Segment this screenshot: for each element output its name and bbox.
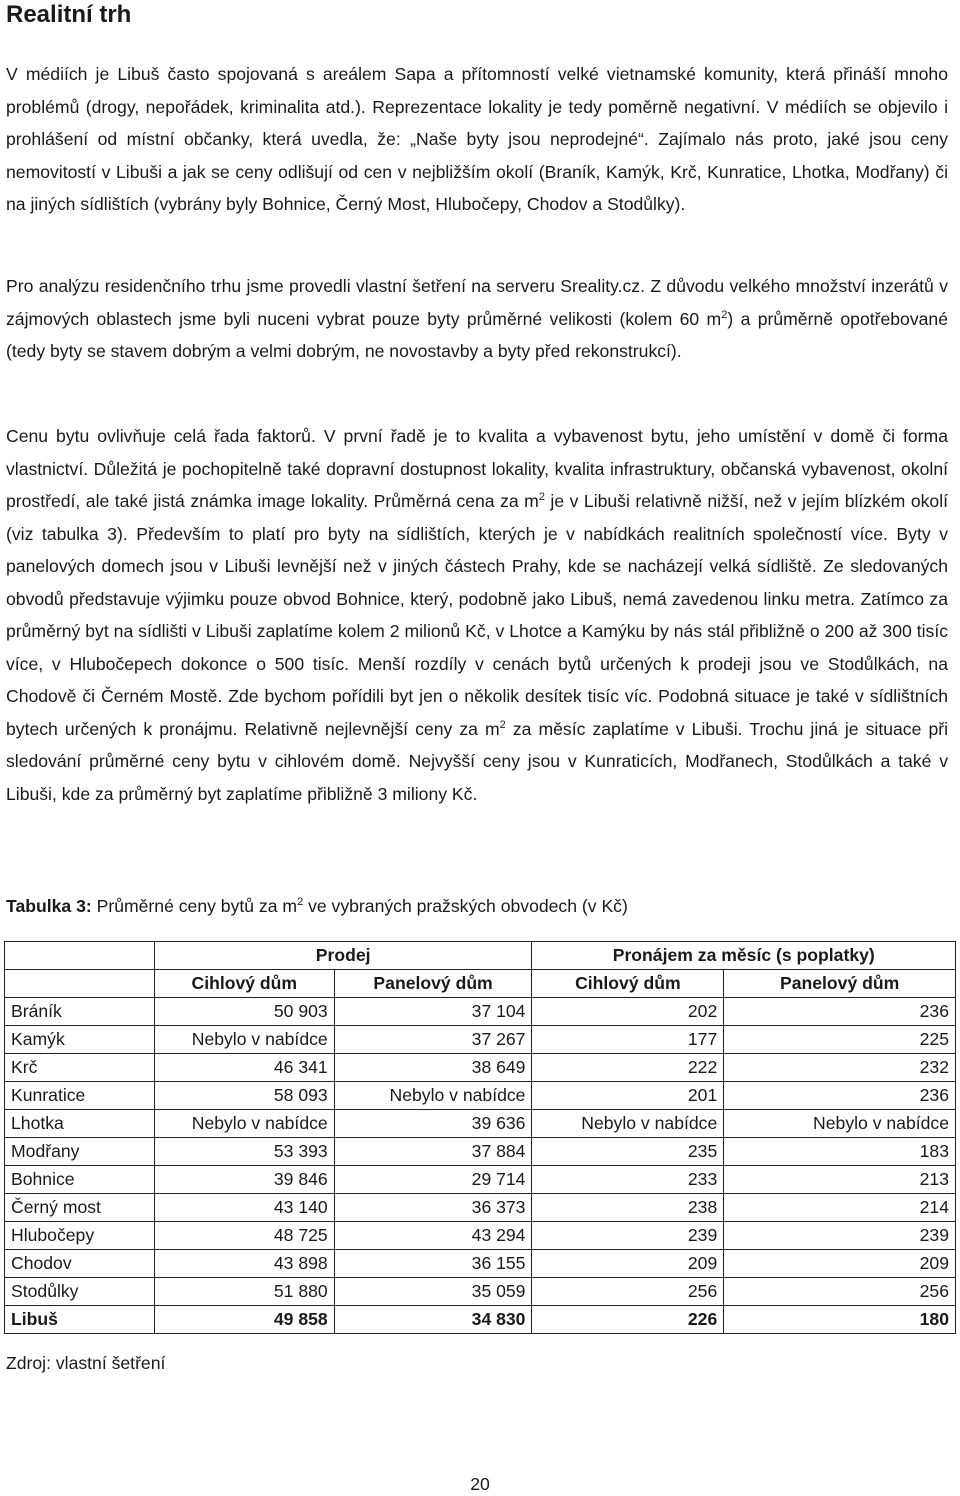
table-row	[5, 1222, 956, 1250]
table-cell: 236	[724, 1082, 956, 1110]
table-cell: 236	[724, 998, 956, 1026]
table-row-label: Stodůlky	[5, 1278, 155, 1306]
table-row-label: Lhotka	[5, 1110, 155, 1138]
table-row-label: Chodov	[5, 1250, 155, 1278]
paragraph-analysis-method	[6, 270, 948, 368]
superscript: 2	[721, 308, 728, 321]
table-cell: 180	[724, 1306, 956, 1334]
table-column-header: Panelový dům	[334, 970, 532, 998]
table-corner-cell	[5, 970, 155, 998]
table-cell: 29 714	[334, 1166, 532, 1194]
section-heading: Realitní trh	[6, 1, 132, 28]
table-cell: 225	[724, 1026, 956, 1054]
table-caption-label: Tabulka 3:	[6, 896, 92, 916]
table-cell: 183	[724, 1138, 956, 1166]
table-row-label: Kamýk	[5, 1026, 155, 1054]
table-row-label: Kunratice	[5, 1082, 155, 1110]
table-cell: 46 341	[154, 1054, 334, 1082]
table-row-label: Hlubočepy	[5, 1222, 155, 1250]
table-row-label: Bohnice	[5, 1166, 155, 1194]
paragraph-media-image: V médiích je Libuš často spojovaná s areálem Sapa a přítomností velké vietnamské komunity, která přináší mnoho problémů (drogy, nepořádek, kriminalita atd.). Reprezentace lokality je tedy poměrně negativní. V médiích se objevilo i prohlášení od místní občanky, která uvedla, že: „Naše byty jsou neprodejné“. Zajímalo nás proto, jaké jsou ceny nemovitostí v Libuši a jak se ceny odlišují od cen v nejbližším okolí (Braník, Kamýk, Krč, Kunratice, Lhotka, Modřany) či na jiných sídlištích (vybrány byly Bohnice, Černý Most, Hlubočepy, Chodov a Stodůlky).	[6, 64, 948, 214]
table-corner-cell	[5, 942, 155, 970]
table-column-header: Cihlový dům	[532, 970, 724, 998]
paragraph-text: ) a průměrně opotřebované (tedy byty se stavem dobrým a velmi dobrým, ne novostavby a byty před rekonstrukcí).	[6, 308, 948, 361]
table-row	[5, 1194, 956, 1222]
table-cell: 214	[724, 1194, 956, 1222]
table-group-header-row	[5, 942, 956, 970]
superscript: 2	[538, 491, 545, 504]
table-row	[5, 1166, 956, 1194]
table-cell: 256	[724, 1278, 956, 1306]
paragraph-price-factors	[6, 420, 948, 810]
table-row	[5, 1250, 956, 1278]
table-cell: Nebylo v nabídce	[154, 1026, 334, 1054]
table-row	[5, 998, 956, 1026]
table-cell: 36 155	[334, 1250, 532, 1278]
table-cell: 53 393	[154, 1138, 334, 1166]
table-cell: 232	[724, 1054, 956, 1082]
table-cell: 37 884	[334, 1138, 532, 1166]
table-caption-text: Průměrné ceny bytů za m	[91, 896, 298, 916]
table-cell: 43 294	[334, 1222, 532, 1250]
table-row	[5, 1026, 956, 1054]
table-cell: 43 898	[154, 1250, 334, 1278]
table-cell: 51 880	[154, 1278, 334, 1306]
table-cell: 36 373	[334, 1194, 532, 1222]
table-cell: 256	[532, 1278, 724, 1306]
table-row-label: Krč	[5, 1054, 155, 1082]
superscript: 2	[297, 896, 304, 909]
table-cell: Nebylo v nabídce	[724, 1110, 956, 1138]
table-cell: 39 846	[154, 1166, 334, 1194]
table-row	[5, 1110, 956, 1138]
table-cell: 34 830	[334, 1306, 532, 1334]
table-cell: Nebylo v nabídce	[334, 1082, 532, 1110]
table-source-note: Zdroj: vlastní šetření	[6, 1353, 166, 1373]
page-number: 20	[470, 1474, 490, 1494]
table-cell: 239	[724, 1222, 956, 1250]
table-cell: 209	[724, 1250, 956, 1278]
table-cell: 37 104	[334, 998, 532, 1026]
table-cell: 202	[532, 998, 724, 1026]
table-group-header: Pronájem za měsíc (s poplatky)	[532, 942, 956, 970]
paragraph-text: Cenu bytu ovlivňuje celá řada faktorů. V první řadě je to kvalita a vybavenost bytu, jeho umístění v domě či forma vlastnictví. Důležitá je pochopitelně také dopravní dostupnost lokality, kvalita infrastruktury, občanská vybavenost, okolní prostředí, ale také jistá známka image lokality. Průměrná cena za m	[6, 426, 948, 511]
table-cell: 209	[532, 1250, 724, 1278]
paragraph-text: je v Libuši relativně nižší, než v jejím blízkém okolí (viz tabulka 3). Především to platí pro byty na sídlištích, kterých je v nabídkách realitních společností více. Byty v panelových domech jsou v Libuši levnější než v jiných částech Prahy, kde se nacházejí velká sídliště. Ze sledovaných obvodů představuje výjimku pouze obvod Bohnice, který, podobně jako Libuš, nemá zavedenou linku metra. Zatímco za průměrný byt na sídlišti v Libuši zaplatíme kolem 2 milionů Kč, v Lhotce a Kamýku by nás stál přibližně o 200 až 300 tisíc více, v Hlubočepech dokonce o 500 tisíc. Menší rozdíly v cenách bytů určených k prodeji jsou ve Stodůlkách, na Chodově či Černém Mostě. Zde bychom pořídili byt jen o několik desítek tisíc víc. Podobná situace je také v sídlištních bytech určených k pronájmu. Relativně nejlevnější ceny za m	[6, 491, 948, 739]
table-cell: 235	[532, 1138, 724, 1166]
table-cell: 177	[532, 1026, 724, 1054]
table-cell: 38 649	[334, 1054, 532, 1082]
table-body	[5, 998, 956, 1334]
table-cell: 49 858	[154, 1306, 334, 1334]
paragraph-text: za měsíc zaplatíme v Libuši. Trochu jiná je situace při sledování průměrné ceny bytu v cihlovém domě. Nejvyšší ceny jsou v Kunraticích, Modřanech, Stodůlkách a také v Libuši, kde za průměrný byt zaplatíme přibližně 3 miliony Kč.	[6, 718, 948, 804]
table-cell: 226	[532, 1306, 724, 1334]
table-row	[5, 1138, 956, 1166]
paragraph-text: Pro analýzu residenčního trhu jsme provedli vlastní šetření na serveru Sreality.cz. Z důvodu velkého množství inzerátů v zájmových oblastech jsme byli nuceni vybrat pouze byty průměrné velikosti (kolem 60 m	[6, 276, 948, 329]
table-row	[5, 1082, 956, 1110]
table-cell: 222	[532, 1054, 724, 1082]
table-cell: 39 636	[334, 1110, 532, 1138]
table-cell: 43 140	[154, 1194, 334, 1222]
table-row-label: Modřany	[5, 1138, 155, 1166]
table-cell: 50 903	[154, 998, 334, 1026]
table-row-label: Černý most	[5, 1194, 155, 1222]
table-cell: 48 725	[154, 1222, 334, 1250]
table-cell: 37 267	[334, 1026, 532, 1054]
superscript: 2	[499, 718, 506, 731]
table-cell: 58 093	[154, 1082, 334, 1110]
table-total-row	[5, 1306, 956, 1334]
table-caption	[6, 893, 628, 919]
table-cell: 201	[532, 1082, 724, 1110]
table-row	[5, 1278, 956, 1306]
table-sub-header-row	[5, 970, 956, 998]
table-cell: Nebylo v nabídce	[532, 1110, 724, 1138]
table-column-header: Panelový dům	[724, 970, 956, 998]
table-row-label: Bráník	[5, 998, 155, 1026]
table-cell: 233	[532, 1166, 724, 1194]
table-row	[5, 1054, 956, 1082]
table-cell: 213	[724, 1166, 956, 1194]
table-caption-text: ve vybraných pražských obvodech (v Kč)	[303, 896, 628, 916]
table-cell: 239	[532, 1222, 724, 1250]
table-row-label: Libuš	[5, 1306, 155, 1334]
table-cell: 238	[532, 1194, 724, 1222]
table-column-header: Cihlový dům	[154, 970, 334, 998]
price-table	[4, 941, 956, 1334]
table-cell: 35 059	[334, 1278, 532, 1306]
table-cell: Nebylo v nabídce	[154, 1110, 334, 1138]
table-group-header: Prodej	[154, 942, 532, 970]
